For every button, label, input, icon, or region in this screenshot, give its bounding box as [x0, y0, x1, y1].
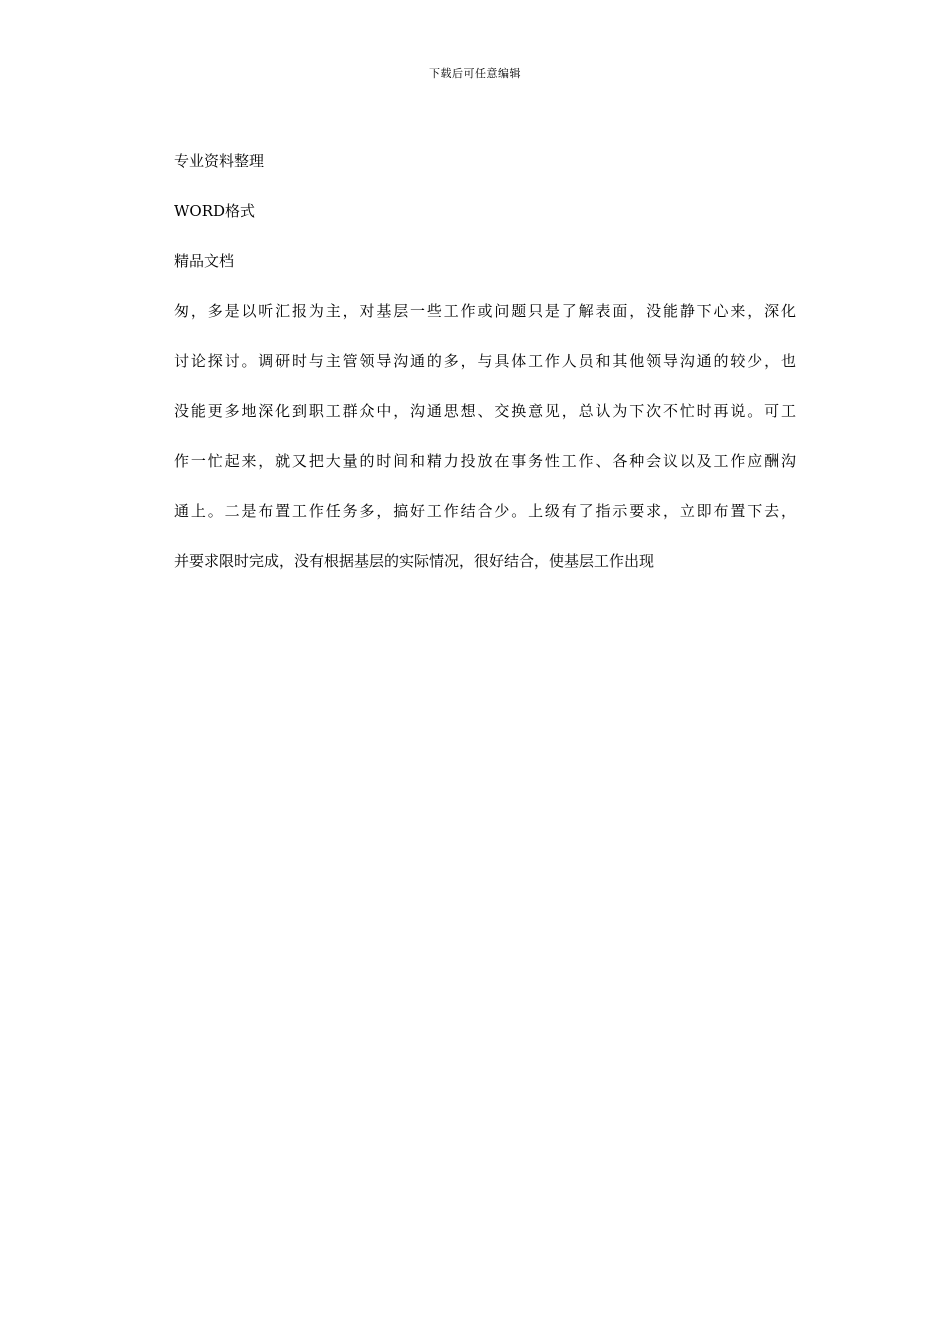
page-header-note: 下载后可任意编辑 — [429, 67, 521, 80]
paragraph-line: 匆，多是以听汇报为主，对基层一些工作或问题只是了解表面，没能静下心来，深化 — [174, 302, 796, 320]
paragraph-line: 通上。二是布置工作任务多，搞好工作结合少。上级有了指示要求，立即布置下去， — [174, 502, 796, 520]
paragraph-line: 作一忙起来，就又把大量的时间和精力投放在事务性工作、各种会议以及工作应酬沟 — [174, 452, 796, 470]
doc-label-professional: 专业资料整理 — [174, 152, 265, 170]
doc-label-quality: 精品文档 — [174, 252, 235, 270]
doc-label-format: WORD格式 — [174, 202, 256, 220]
paragraph-line: 并要求限时完成，没有根据基层的实际情况，很好结合，使基层工作出现 — [174, 552, 655, 570]
paragraph-line: 讨论探讨。调研时与主管领导沟通的多，与具体工作人员和其他领导沟通的较少，也 — [174, 352, 796, 370]
document-body — [174, 150, 796, 600]
paragraph-line: 没能更多地深化到职工群众中，沟通思想、交换意见，总认为下次不忙时再说。可工 — [174, 402, 796, 420]
